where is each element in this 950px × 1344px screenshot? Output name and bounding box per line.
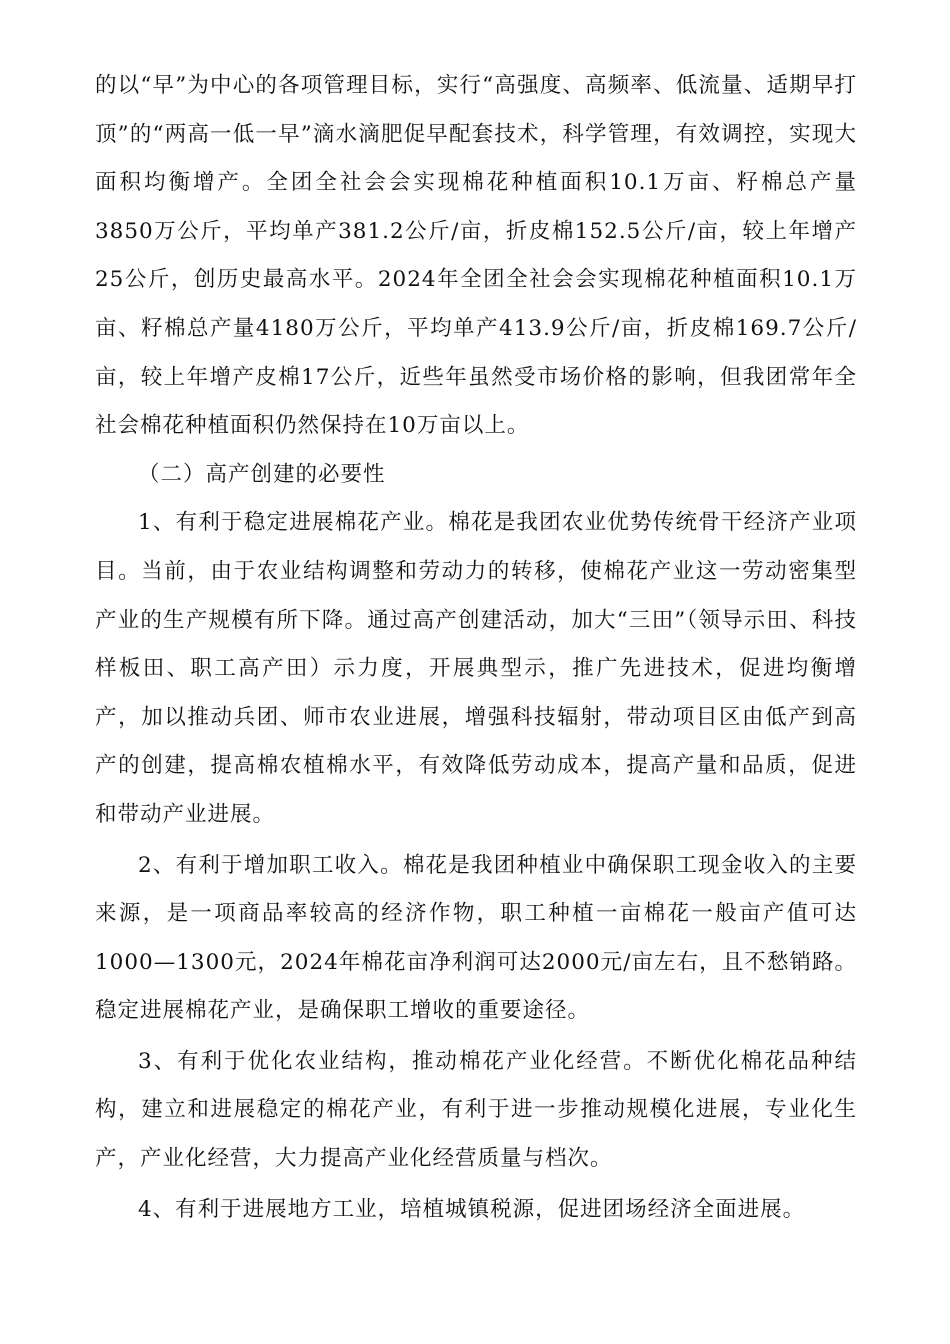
document-page bbox=[95, 62, 857, 1234]
paragraph-point-4: 4、有利于进展地方工业，培植城镇税源，促进团场经济全面进展。 bbox=[138, 1196, 806, 1222]
paragraph-point-2: 2、有利于增加职工收入。棉花是我团种植业中确保职工现金收入的主要来源，是一项商品率较高的经济作物，职工种植一亩棉花一般亩产值可达1000—1300元，2024年棉花亩净利润可达2000元/亩左右，且不愁销路。稳定进展棉花产业，是确保职工增收的重要途径。 bbox=[95, 852, 857, 1024]
paragraph-point-3: 3、有利于优化农业结构，推动棉花产业化经营。不断优化棉花品种结构，建立和进展稳定的棉花产业，有利于进一步推动规模化进展，专业化生产，产业化经营，大力提高产业化经营质量与档次。 bbox=[95, 1048, 857, 1172]
paragraph-cotton-yield: 的以“早”为中心的各项管理目标，实行“高强度、高频率、低流量、适期早打顶”的“两高一低一早”滴水滴肥促早配套技术，科学管理，有效调控，实现大面积均衡增产。全团全社会会实现棉花种植面积10.1万亩、籽棉总产量3850万公斤，平均单产381.2公斤/亩，折皮棉152.5公斤/亩，较上年增产25公斤，创历史最高水平。2024年全团全社会会实现棉花种植面积10.1万亩、籽棉总产量4180万公斤，平均单产413.9公斤/亩，折皮棉169.7公斤/亩，较上年增产皮棉17公斤，近些年虽然受市场价格的影响，但我团常年全社会棉花种植面积仍然保持在10万亩以上。 bbox=[95, 73, 857, 439]
section-heading-necessity: （二）高产创建的必要性 bbox=[138, 461, 386, 487]
paragraph-point-1: 1、有利于稳定进展棉花产业。棉花是我团农业优势传统骨干经济产业项目。当前，由于农业结构调整和劳动力的转移，使棉花产业这一劳动密集型产业的生产规模有所下降。通过高产创建活动，加大“三田”（领导示田、科技样板田、职工高产田）示力度，开展典型示，推广先进技术，促进均衡增产，加以推动兵团、师市农业进展，增强科技辐射，带动项目区由低产到高产的创建，提高棉农植棉水平，有效降低劳动成本，提高产量和品质，促进和带动产业进展。 bbox=[95, 510, 857, 827]
